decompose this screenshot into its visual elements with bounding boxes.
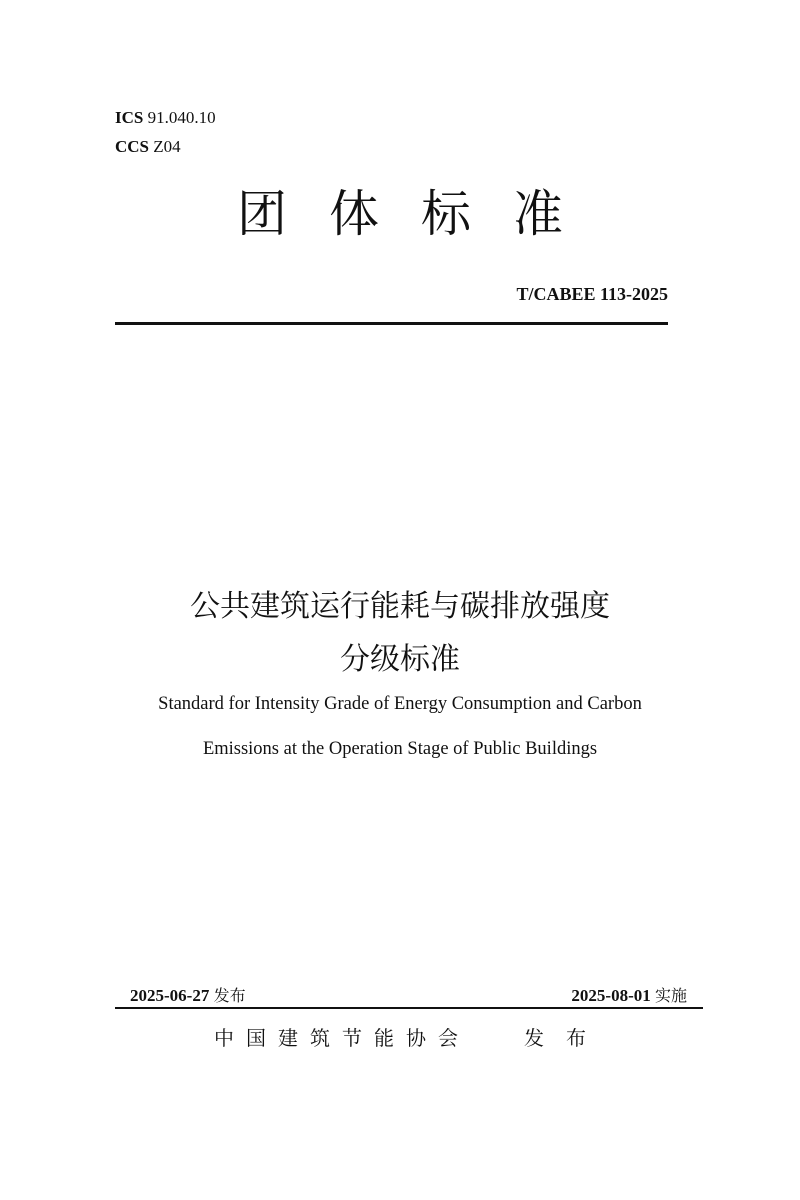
ics-value: 91.040.10 <box>147 108 216 127</box>
implementation-date-suffix: 实施 <box>654 986 687 1005</box>
ics-label: ICS <box>115 108 144 127</box>
standard-number: T/CABEE 113-2025 <box>516 284 668 304</box>
implementation-date-value: 2025-08-01 <box>571 986 651 1005</box>
issue-date <box>130 985 246 1007</box>
bottom-divider <box>115 1007 703 1009</box>
implementation-date <box>571 985 687 1007</box>
ccs-label: CCS <box>115 137 150 156</box>
publisher-name: 中国建筑节能协会 <box>214 1026 470 1050</box>
ccs-value: Z04 <box>153 137 181 156</box>
ics-code <box>115 108 216 128</box>
chinese-title-line-2: 分级标准 <box>340 642 460 677</box>
ccs-code <box>115 137 181 157</box>
english-title-line-2: Emissions at the Operation Stage of Public Buildings <box>202 739 598 759</box>
chinese-title-line-1: 公共建筑运行能耗与碳排放强度 <box>190 589 610 624</box>
publisher-action: 发布 <box>524 1026 608 1050</box>
issue-date-suffix: 发布 <box>213 986 246 1005</box>
english-title-line-1: Standard for Intensity Grade of Energy Consumption and Carbon <box>158 694 642 714</box>
top-divider <box>115 322 668 325</box>
standard-type-heading: 团体标准 <box>237 185 605 243</box>
issue-date-value: 2025-06-27 <box>130 986 210 1005</box>
